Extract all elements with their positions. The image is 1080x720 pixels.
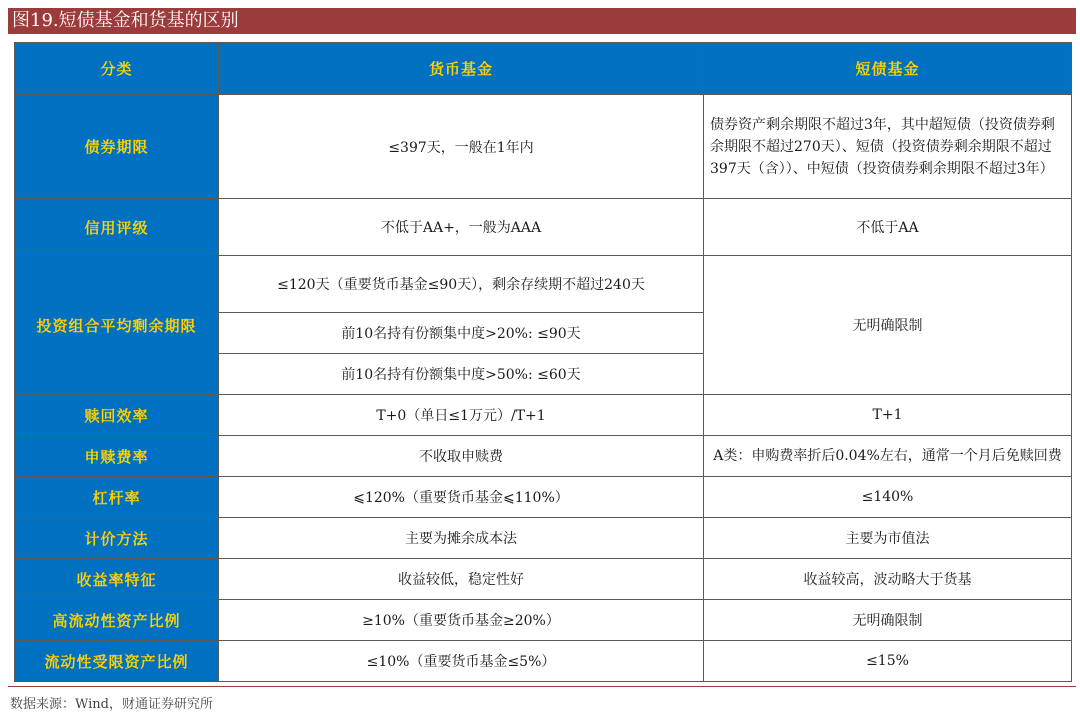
- cell-money-fund: 前10名持有份额集中度>20%: ≤90天: [219, 313, 704, 354]
- row-fees: [15, 436, 1072, 477]
- header-money-fund: 货币基金: [219, 43, 704, 95]
- cell-money-fund: 不低于AA+，一般为AAA: [219, 199, 704, 256]
- row-label: 投资组合平均剩余期限: [15, 256, 219, 395]
- header-short-bond-fund: 短债基金: [704, 43, 1072, 95]
- cell-short-bond-fund: A类：申购费率折后0.04%左右，通常一个月后免赎回费: [704, 436, 1072, 477]
- cell-short-bond-fund: 不低于AA: [704, 199, 1072, 256]
- row-duration: [15, 95, 1072, 199]
- row-label: 信用评级: [15, 199, 219, 256]
- figure-title: 图19.短债基金和货基的区别: [8, 8, 1076, 34]
- cell-money-fund: 收益较低，稳定性好: [219, 559, 704, 600]
- row-label: 收益率特征: [15, 559, 219, 600]
- row-label: 流动性受限资产比例: [15, 641, 219, 682]
- cell-money-fund: ≤397天，一般在1年内: [219, 95, 704, 199]
- cell-money-fund: ≥10%（重要货币基金≥20%）: [219, 600, 704, 641]
- cell-money-fund: ⩽120%（重要货币基金⩽110%）: [219, 477, 704, 518]
- header-row: [15, 43, 1072, 95]
- cell-short-bond-fund: 收益较高，波动略大于货基: [704, 559, 1072, 600]
- row-restricted-liquidity: [15, 641, 1072, 682]
- footer-divider: [8, 686, 1076, 687]
- row-label: 高流动性资产比例: [15, 600, 219, 641]
- row-leverage: [15, 477, 1072, 518]
- cell-short-bond-fund: 主要为市值法: [704, 518, 1072, 559]
- cell-money-fund: 主要为摊余成本法: [219, 518, 704, 559]
- row-pricing: [15, 518, 1072, 559]
- row-yield: [15, 559, 1072, 600]
- cell-money-fund: ≤120天（重要货币基金≤90天），剩余存续期不超过240天: [219, 256, 704, 313]
- row-high-liquidity: [15, 600, 1072, 641]
- cell-short-bond-fund: ≤15%: [704, 641, 1072, 682]
- header-category: 分类: [15, 43, 219, 95]
- row-maturity-1: [15, 256, 1072, 313]
- cell-money-fund: 不收取申赎费: [219, 436, 704, 477]
- row-label: 赎回效率: [15, 395, 219, 436]
- cell-money-fund: ≤10%（重要货币基金≤5%）: [219, 641, 704, 682]
- row-redemption: [15, 395, 1072, 436]
- row-label: 计价方法: [15, 518, 219, 559]
- cell-short-bond-fund: 债券资产剩余期限不超过3年，其中超短债（投资债券剩余期限不超过270天）、短债（投资债券剩余期限不超过397天（含））、中短债（投资债券剩余期限不超过3年）: [704, 95, 1072, 199]
- comparison-table-frame: [14, 42, 1071, 682]
- row-label: 杠杆率: [15, 477, 219, 518]
- cell-short-bond-fund: 无明确限制: [704, 256, 1072, 395]
- cell-money-fund: T+0（单日≤1万元）/T+1: [219, 395, 704, 436]
- source-note: 数据来源：Wind，财通证券研究所: [10, 697, 213, 712]
- comparison-table: [14, 42, 1072, 682]
- cell-short-bond-fund: 无明确限制: [704, 600, 1072, 641]
- row-label: 债券期限: [15, 95, 219, 199]
- row-rating: [15, 199, 1072, 256]
- cell-short-bond-fund: ≤140%: [704, 477, 1072, 518]
- cell-short-bond-fund: T+1: [704, 395, 1072, 436]
- row-label: 申赎费率: [15, 436, 219, 477]
- cell-money-fund: 前10名持有份额集中度>50%: ≤60天: [219, 354, 704, 395]
